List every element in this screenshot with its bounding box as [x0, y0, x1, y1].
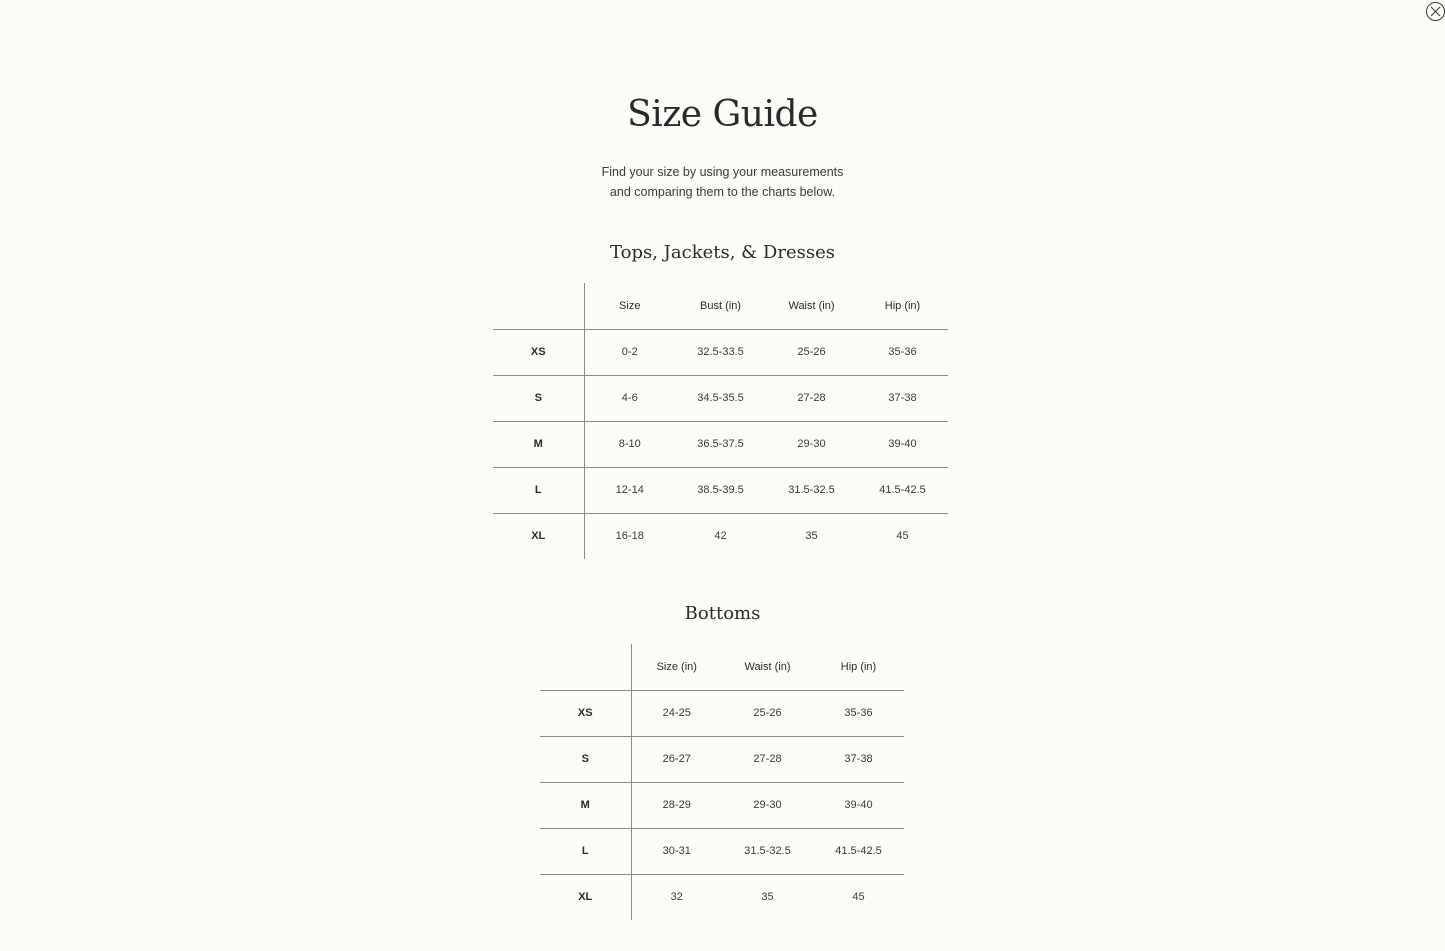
column-header: Size [584, 283, 675, 329]
bottoms-size-table [540, 644, 904, 920]
table-cell: 27-28 [753, 753, 782, 765]
table-cell: 41.5-42.5 [835, 845, 882, 857]
column-header: Hip (in) [857, 283, 948, 329]
table-cell: 45 [896, 530, 909, 543]
table-cell: 8-10 [618, 438, 641, 450]
table-cell: 35 [805, 530, 818, 543]
intro-line-2: and comparing them to the charts below. [609, 184, 836, 199]
table-cell: 0-2 [621, 346, 638, 358]
table-row [540, 828, 904, 874]
table-cell: 38.5-39.5 [697, 484, 744, 496]
row-header: XL [540, 874, 631, 920]
row-header: XL [493, 513, 584, 559]
table-cell: 26-27 [662, 753, 691, 765]
column-header: Waist (in) [766, 283, 857, 329]
table-cell: 16-18 [615, 530, 644, 543]
table-cell: 25-26 [753, 707, 782, 719]
table-cell: 35 [761, 891, 774, 904]
table-cell: 27-28 [797, 392, 826, 404]
tops-heading: Tops, Jackets, & Dresses [610, 242, 835, 263]
table-cell: 32.5-33.5 [697, 346, 744, 358]
row-header: M [493, 421, 584, 467]
table-row [493, 421, 948, 467]
row-header: S [540, 736, 631, 782]
table-cell: 12-14 [615, 484, 644, 496]
row-header: M [540, 782, 631, 828]
close-button[interactable] [1426, 2, 1445, 21]
table-cell: 35-36 [888, 346, 917, 358]
table-cell: 29-30 [753, 799, 782, 811]
table-cell: 37-38 [888, 392, 917, 404]
table-cell: 4-6 [621, 392, 638, 404]
table-cell: 36.5-37.5 [697, 438, 744, 450]
table-cell: 28-29 [662, 799, 691, 811]
table-row [493, 375, 948, 421]
table-cell: 39-40 [888, 438, 917, 450]
table-header-row [540, 644, 904, 690]
column-header: Waist (in) [722, 644, 813, 690]
table-cell: 34.5-35.5 [697, 392, 744, 404]
column-header: Size (in) [631, 644, 722, 690]
column-header: Hip (in) [813, 644, 904, 690]
column-header: Bust (in) [675, 283, 766, 329]
table-cell: 37-38 [844, 753, 873, 765]
close-icon [1430, 6, 1441, 17]
row-header: XS [540, 690, 631, 736]
table-cell: 45 [852, 891, 865, 904]
row-header: L [540, 828, 631, 874]
table-row [540, 736, 904, 782]
page-title: Size Guide [627, 94, 818, 135]
row-header: L [493, 467, 584, 513]
table-cell: 39-40 [844, 799, 873, 811]
table-cell: 41.5-42.5 [879, 484, 926, 496]
table-cell: 29-30 [797, 438, 826, 450]
table-row [493, 513, 948, 559]
row-header: S [493, 375, 584, 421]
intro-text [0, 163, 1445, 202]
table-row [493, 329, 948, 375]
tops-size-table [493, 283, 948, 559]
row-header: XS [493, 329, 584, 375]
table-cell: 25-26 [797, 346, 826, 358]
table-cell: 31.5-32.5 [788, 484, 835, 496]
table-corner-cell [540, 644, 631, 690]
table-cell: 42 [714, 530, 727, 543]
table-cell: 35-36 [844, 707, 873, 719]
intro-line-1: Find your size by using your measurements [601, 165, 844, 179]
table-cell: 31.5-32.5 [744, 845, 791, 857]
table-header-row [493, 283, 948, 329]
table-row [493, 467, 948, 513]
table-corner-cell [493, 283, 584, 329]
table-cell: 24-25 [662, 707, 691, 719]
table-row [540, 874, 904, 920]
table-cell: 30-31 [662, 845, 691, 857]
table-cell: 32 [670, 891, 683, 904]
bottoms-heading: Bottoms [684, 603, 761, 624]
table-row [540, 690, 904, 736]
table-row [540, 782, 904, 828]
